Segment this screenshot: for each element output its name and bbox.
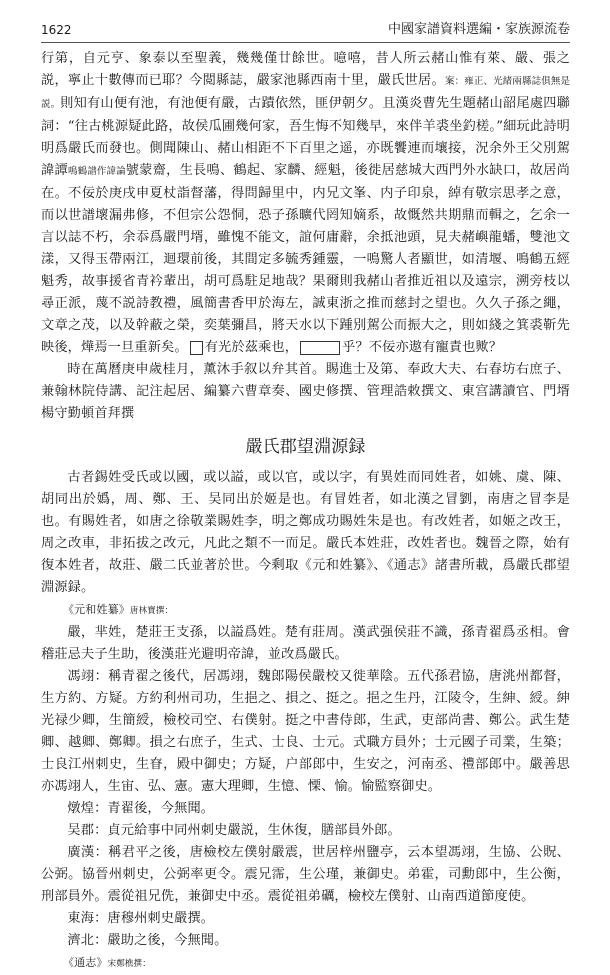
section-intro: 古者錫姓受氏或以國，或以謚，或以官，或以字，有異姓而同姓者，如姚、虞、陳、胡同出於嬀，周、鄭、王、吴同出於姬是也。有冒姓者，如北漢之冒劉，南唐之冒李是也。有賜姓者，如唐之徐敬業賜姓李，明之鄭成功賜姓朱是也。有改姓者，如姬之改王，周之改車，非拓拔之改元，凡此之類不一而足。嚴氏本姓莊，改姓者也。魏晉之際，始有復本姓者，故莊、嚴二氏並著於世。今剩取《元和姓纂》、《通志》諸書所載，爲嚴氏郡望淵源録。 <box>41 470 570 595</box>
entry-label: 馮翊 <box>67 669 95 684</box>
entry-label: 濟北 <box>67 933 95 948</box>
source-title: 《元和姓纂》 <box>63 603 130 616</box>
page-body <box>41 48 570 975</box>
missing-character-box <box>190 341 203 355</box>
genealogy-entry <box>41 798 570 820</box>
entry-label: 廣漢 <box>67 845 95 860</box>
source-citation <box>63 599 570 622</box>
entry-text: ：稱君平之後，唐檢校左僕射嚴震，世居梓州鹽亭，云本望馮翊，生協、公貺、公弼。協晉州刺史，公弼率更令。震兄霈，生公瑾，兼御史。弟霍，司勳郎中，生公衡，刑部員外。震從祖兄侁，兼御史中丞。震從祖弟礪，檢校左僕射、山南西道節度使。 <box>41 845 570 904</box>
section-title: 嚴氏郡望淵源録 <box>245 437 366 457</box>
source-author: 唐林寶撰： <box>129 606 174 616</box>
genealogy-entry <box>41 908 570 930</box>
entry-text: ：貞元給事中同州刺史嚴説，生休復，膳部員外郎。 <box>94 823 401 838</box>
entry-text: ：嚴助之後，今無聞。 <box>94 933 228 948</box>
genealogy-entry <box>41 622 570 666</box>
entry-label: 燉煌 <box>67 801 95 816</box>
running-title: 中國家譜資料選編・家族源流卷 <box>387 22 570 37</box>
entry-text: ：稱青翟之後代，居馮翊，魏郎陽侯嚴校又徙華陰。五代孫君協，唐洮州都督，生方約、方疑。方約利州司功，生挹之、損之、挺之。挹之生丹，江陵令，生紳、綬。紳光禄少卿，生簡綬，檢校司空、右僕射。挺之中書侍郎，生武，吏部尚書、鄭公。武生楚卿、越卿、鄭卿。損之右庶子，生式、士良、士元。式職方員外；士元國子司業，生築；士良江州刺史，生眘，殿中御史；方疑，户部郎中，生安之，河南丞、禮部郎中。嚴善思亦馮翊人，生宙、弘、憲。憲大理卿，生憶、慄、愉。愉監察御史。 <box>41 669 570 794</box>
genealogy-entry <box>41 666 570 798</box>
source-title: 《通志》 <box>63 956 108 969</box>
missing-character-box <box>300 341 340 355</box>
genealogy-entry <box>41 842 570 908</box>
entry-label: 嚴 <box>67 625 81 640</box>
entry-text: ：唐穆州刺史嚴撰。 <box>94 911 215 926</box>
entry-list <box>41 622 570 952</box>
entry-label: 吴郡 <box>67 823 95 838</box>
preface-text: 行第，自元亨、象泰以至聖義，幾幾僅廿餘世。噫嘻，昔人所云赭山惟有萊、嚴、張之説，寧止十數傳而已耶？今閲縣誌，嚴家池縣西南十里，嚴氏世居。 <box>41 51 570 88</box>
preface-text: 有光於茲乘也， <box>204 340 299 355</box>
entry-label: 東海 <box>67 911 95 926</box>
inline-note: 鳴鶴譜作諱論 <box>67 166 126 177</box>
preface-text: 乎？不佞亦遨有寵責也歟？ <box>342 340 503 355</box>
inline-note: 案：雍正、光緒兩縣誌俱無是説。 <box>41 76 570 110</box>
source-citation <box>63 952 570 975</box>
preface-text: 則知有山便有池，有池便有嚴，古蹟依然，匪伊朝夕。且漢炎曹先生題赭山韶尾處四聯詞：“往古桃源疑此路，故侯瓜圃幾何家，吾生悔不知幾早，來伴羊裘坐釣槎。”細玩此詩明明爲嚴氏而發也。側聞陳山、赭山相距不下百里之遥，亦既饗連而壤接，況余外王父別駕諱譚 <box>41 96 570 178</box>
preface-paragraph <box>41 48 570 359</box>
genealogy-entry <box>41 820 570 842</box>
entry-text: ：青翟後，今無聞。 <box>94 801 215 816</box>
preface-signature: 時在萬曆庚申歲桂月，薰沐手叙以弁其首。賜進士及第、奉政大夫、右春坊右庶子、兼翰林院侍講、記注起居、編纂六曹章奏、國史修撰、管理誥敕撰文、東宫講讀官、門壻楊守勤頓首拜撰 <box>41 362 570 421</box>
preface-text: 號蒙齋，生長鳴、鶴起、家麟、經魁，後徙居慈城大西門外水缺口，故居尚在。不佞於庚戌申夏杖詣督藩，得問歸里中，内兄文峯、内子印泉，綽有敬宗思孝之意，而以世譜壞漏弗修，不但宗公怨恫，恐子孫曠代罔知嫡系，故慨然共期鼎而輯之，乞余一言以誌不朽，余忝爲嚴門壻，雖愧不能文，誼何庸辭，余抵池頭，見夫赭嶼龍蟠，雙池文漾，又得玉帶兩江，迴環前後，其間定多毓秀鍾靈，一鳴驚人者顯世，如清堰、鳴鶴五經魁秀，故事援省青衿輩出，胡可爲駐足地哉？果爾則我赭山者推近祖以及遠宗，溯旁枝以尋正派，蔑不説詩教禮，風簡書香甲於海左，誠東浙之推而慈封之望也。久久子孫之繩，文章之茂，以及幹蔽之榮，奕葉彌昌，將天水以下踵別駕公而振大之，則如綫之箕裘靳先映後，燁焉一旦重新矣。 <box>41 163 570 355</box>
page-header <box>41 18 570 43</box>
source-author: 宋鄭樵撰： <box>107 959 151 969</box>
page-number: 1622 <box>41 23 72 37</box>
genealogy-entry <box>41 930 570 952</box>
entry-text: ，芈姓，楚莊王支孫，以謚爲姓。楚有莊周。漢武强侯莊不識，孫青翟爲丞相。會稽莊忌夫子生助，後漢莊光避明帝諱，並改爲嚴氏。 <box>41 625 570 662</box>
